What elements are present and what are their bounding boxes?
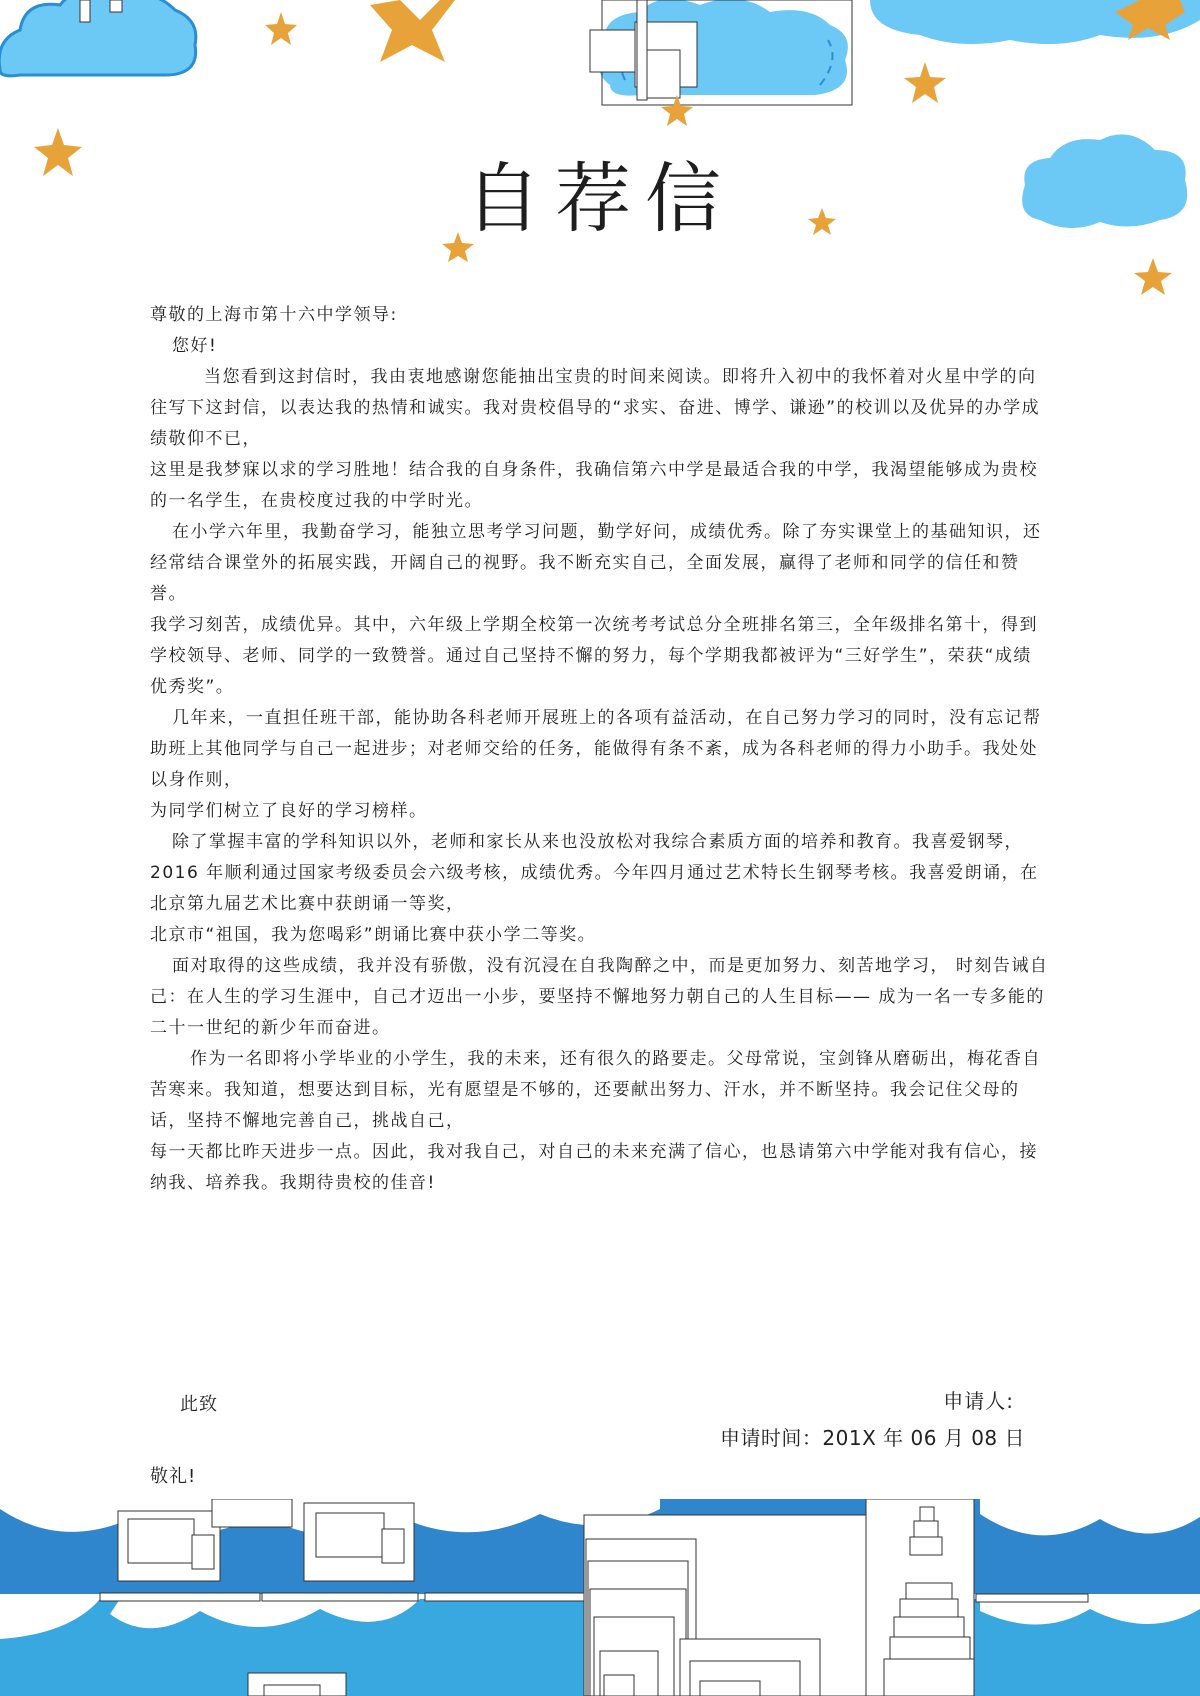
apply-date: 申请时间：201X 年 06 月 08 日 [719,1426,1025,1450]
star-icon [904,62,946,103]
star-icon [265,12,297,45]
paragraph: 每一天都比昨天进步一点。因此，我对我自己，对自己的未来充满了信心，也恳请第六中学能对我有信心，接纳我、培养我。我期待贵校的佳音! [150,1142,1038,1193]
applicant-label: 申请人: [943,1389,1014,1413]
star-icon [1134,258,1172,295]
star-icon [370,0,455,62]
star-icon [661,95,693,126]
footer-decoration [0,1499,1200,1696]
page-title: 自荐信 [465,154,735,243]
salutation: 您好! [172,336,218,356]
paragraph: 在小学六年里，我勤奋学习，能独立思考学习问题，勤学好问，成绩优秀。除了夯实课堂上的基础知识，还经常结合课堂外的拓展实践，开阔自己的视野。我不断充实自己，全面发展，赢得了老师和同学的信任和赞誉。 [150,522,1042,604]
paragraph: 北京市“祖国，我为您喝彩”朗诵比赛中获小学二等奖。 [150,925,597,945]
paragraph: 当您看到这封信时，我由衷地感谢您能抽出宝贵的时间来阅读。即将升入初中的我怀着对火星中学的向往写下这封信，以表达我的热情和诚实。我对贵校倡导的“求实、奋进、博学、谦逊”的校训以及优异的办学成绩敬仰不已， [150,367,1041,449]
paragraph: 除了掌握丰富的学科知识以外，老师和家长从来也没放松对我综合素质方面的培养和教育。我喜爱钢琴，2016 年顺利通过国家考级委员会六级考核，成绩优秀。今年四月通过艺术特长生钢琴考核。我喜爱朗诵，在北京第九届艺术比赛中获朗诵一等奖， [150,832,1039,914]
paragraph: 作为一名即将小学毕业的小学生，我的未来，还有很久的路要走。父母常说，宝剑锋从磨砺出，梅花香自苦寒来。我知道，想要达到目标，光有愿望是不够的，还要献出努力、汗水，并不断坚持。我会记住父母的话，坚持不懈地完善自己，挑战自己， [150,1049,1041,1131]
paragraph: 我学习刻苦，成绩优异。其中，六年级上学期全校第一次统考考试总分全班排名第三，全年级排名第十，得到学校领导、老师、同学的一致赞誉。通过自己坚持不懈的努力，每个学期我都被评为“三好学生”，荣获“成绩优秀奖”。 [150,615,1038,697]
paragraph: 面对取得的这些成绩，我并没有骄傲，没有沉浸在自我陶醉之中，而是更加努力、刻苦地学习， 时刻告诫自己：在人生的学习生涯中，自己才迈出一小步，要坚持不懈地努力朝自己的人生目标—— 成为一名一专多能的二十一世纪的新少年而奋进。 [150,956,1049,1038]
cloud-icon [590,0,852,105]
paragraph: 几年来，一直担任班干部，能协助各科老师开展班上的各项有益活动，在自己努力学习的同时，没有忘记帮助班上其他同学与自己一起进步；对老师交给的任务，能做得有条不紊，成为各科老师的得力小助手。我处处以身作则， [150,708,1042,790]
greeting: 尊敬的上海市第十六中学领导: [150,305,398,325]
letter-body [150,300,1050,1199]
paragraph: 为同学们树立了良好的学习榜样。 [150,801,428,821]
closing: 此致 [180,1394,218,1415]
cloud-icon [0,0,196,76]
salute: 敬礼! [150,1466,197,1487]
paragraph: 这里是我梦寐以求的学习胜地！结合我的自身条件，我确信第六中学是最适合我的中学，我渴望能够成为贵校的一名学生，在贵校度过我的中学时光。 [150,460,1038,511]
